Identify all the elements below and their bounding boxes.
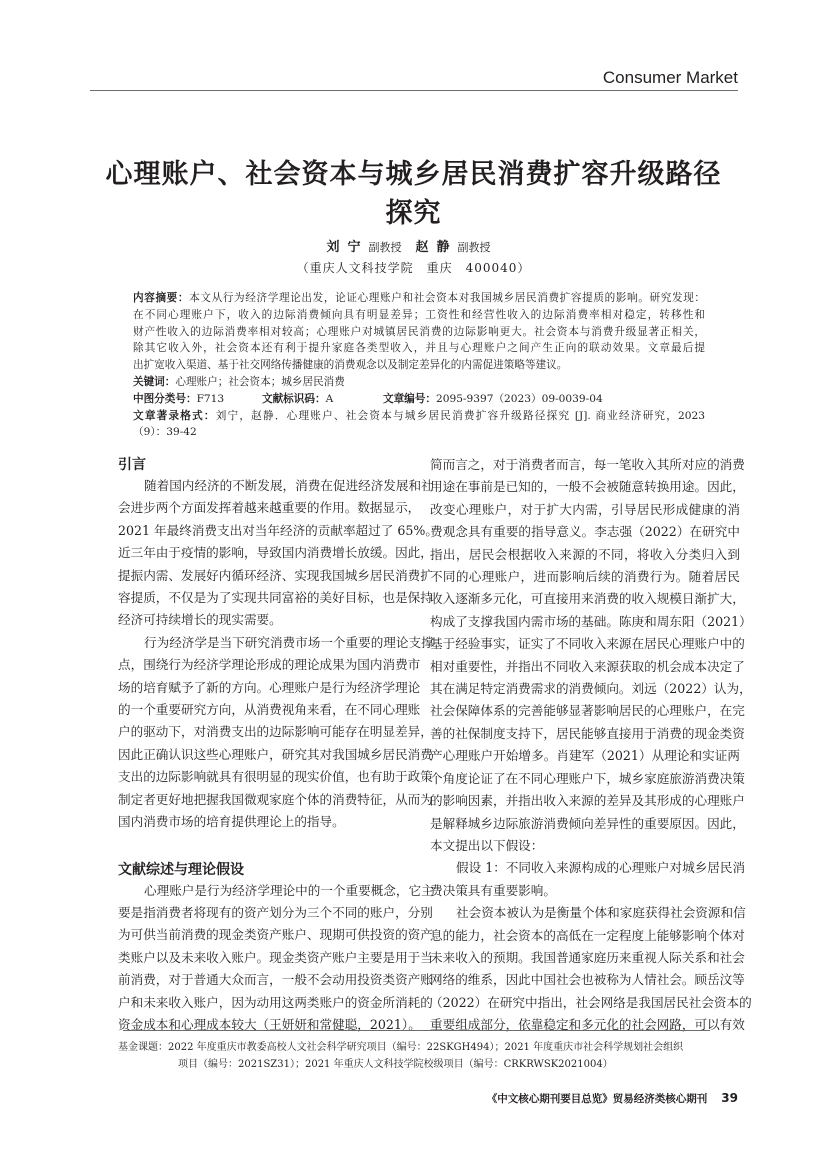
paragraph-line: 制定者更好地把握我国微观家庭个体的消费特征，从而为 bbox=[118, 791, 433, 807]
footnote-line bbox=[118, 1039, 738, 1056]
citation-line bbox=[133, 408, 705, 425]
author-title: 副教授 bbox=[457, 241, 491, 254]
journal-note: 《中文核心期刊要目总览》贸易经济类核心期刊 bbox=[486, 1093, 708, 1105]
abstract-line: 出扩宽收入渠道、基于社交网络传播健康的消费观念以及制定差异化的内需促进策略等建议。 bbox=[133, 359, 568, 372]
paragraph-line: 其在满足特定消费需求的消费倾向。刘远（2022）认为， bbox=[430, 681, 752, 697]
paragraph-line: 基于经验事实，证实了不同收入来源在居民心理账户中的 bbox=[430, 636, 745, 652]
paragraph-line: 不同的心理账户，进而影响后续的消费行为。随着居民 bbox=[430, 569, 740, 585]
citation-text: 刘宁，赵静．心理账户、社会资本与城乡居民消费扩容升级路径探究 [J]. 商业经济研究，2023 bbox=[215, 409, 706, 422]
paragraph-line: 网络的维系，因此中国社会也被称为人情社会。顾岳汶等 bbox=[430, 972, 745, 988]
paragraph-line: 重要组成部分，依靠稳定和多元化的社会网路，可以有效 bbox=[430, 1017, 745, 1033]
paragraph-line: 社会资本被认为是衡量个体和家庭获得社会资源和信 bbox=[456, 905, 746, 921]
paragraph-line: 相对重要性，并指出不同收入来源获取的机会成本决定了 bbox=[430, 658, 745, 674]
paragraph-line: 心理账户是行为经济学理论中的一个重要概念，它主 bbox=[144, 882, 434, 898]
abstract-label: 内容摘要： bbox=[133, 292, 190, 304]
paragraph-line: 容提质，不仅是为了实现共同富裕的美好目标，也是保持 bbox=[118, 590, 433, 606]
abstract-text: 本文从行为经济学理论出发，论证心理账户和社会资本对我国城乡居民消费扩容提质的影响。研究发现： bbox=[189, 292, 705, 304]
paragraph-line: 提振内需、发展好内循环经济、实现我国城乡居民消费扩 bbox=[118, 567, 433, 583]
section-heading: 引言 bbox=[118, 457, 146, 473]
paragraph-line: 本文提出以下假设： bbox=[430, 837, 544, 853]
section-heading: 文献综述与理论假设 bbox=[118, 861, 244, 878]
paragraph-line: 是解释城乡边际旅游消费倾向差异性的重要原因。因此， bbox=[430, 815, 745, 831]
paragraph-line: 个角度论证了在不同心理账户下，城乡家庭旅游消费决策 bbox=[430, 770, 745, 786]
paragraph-line: 指出，居民会根据收入来源的不同，将收入分类归入到 bbox=[430, 546, 740, 562]
paragraph-line: 经济可持续增长的现实需要。 bbox=[118, 612, 282, 628]
citation-line: （9）：39-42 bbox=[133, 426, 197, 439]
paragraph-line: 息的能力，社会资本的高低在一定程度上能够影响个体对 bbox=[430, 927, 745, 943]
paragraph-line: 未来收入的预期。我国普通家庭历来重视人际关系和社会 bbox=[430, 949, 745, 965]
paragraph-line: 类账户以及未来收入账户。现金类资产账户主要是用于当 bbox=[118, 949, 433, 965]
author-line bbox=[0, 236, 827, 255]
citation-label: 文章著录格式： bbox=[133, 409, 216, 422]
paragraph-line: 近三年由于疫情的影响，导致国内消费增长放缓。因此， bbox=[118, 545, 433, 561]
abstract-block bbox=[133, 290, 705, 441]
paragraph-line: 的影响因素，并指出收入来源的差异及其形成的心理账户 bbox=[430, 793, 745, 809]
article-title: 心理账户、社会资本与城乡居民消费扩容升级路径探究 bbox=[105, 159, 722, 229]
paragraph-line: 户和未来收入账户，因为动用这两类账户的资金所消耗的 bbox=[118, 994, 433, 1010]
classification-line bbox=[133, 391, 705, 408]
article-no-label: 文章编号： bbox=[383, 392, 436, 405]
author-name: 赵静 bbox=[415, 240, 458, 255]
body-column-right bbox=[430, 454, 752, 1037]
paragraph-line: 2021 年最终消费支出对当年经济的贡献率超过了 65%。 bbox=[118, 522, 438, 538]
doc-code-label: 文献标识码： bbox=[262, 392, 326, 405]
paragraph-line: 点，围绕行为经济学理论形成的理论成果为国内消费市 bbox=[118, 657, 421, 673]
keywords-line bbox=[133, 374, 705, 391]
clc-label: 中图分类号： bbox=[133, 392, 197, 405]
paragraph-line: 改变心理账户，对于扩大内需，引导居民形成健康的消 bbox=[430, 501, 740, 517]
paragraph-line: 善的社保制度支持下，居民能够直接用于消费的现金类资 bbox=[430, 725, 745, 741]
paragraph-line: 户的驱动下，对消费支出的边际影响可能存在明显差异， bbox=[118, 724, 433, 740]
funding-footnote bbox=[118, 1039, 738, 1073]
clc-value: F713 bbox=[196, 392, 225, 405]
paragraph-line: 资金成本和心理成本较大（王妍妍和常健聪，2021）。 bbox=[118, 1016, 421, 1032]
footnote-line: 项目（编号：2021SZ31）；2021 年重庆人文科技学院校级项目（编号：CRKRWSK2021004） bbox=[178, 1059, 613, 1070]
keywords-value: 心理账户；社会资本；城乡居民消费 bbox=[175, 375, 345, 388]
body-column-left bbox=[118, 455, 438, 1036]
footnote-label: 基金课题： bbox=[118, 1042, 168, 1053]
paragraph-line: 收入逐渐多元化，可直接用来消费的收入规模日渐扩大， bbox=[430, 591, 745, 607]
footnote-text: 2022 年度重庆市教委高校人文社会科学研究项目（编号：22SKGH494）；2021 年度重庆市社会科学规划社会组织 bbox=[168, 1042, 684, 1053]
paragraph-line: 的一个重要研究方向，从消费视角来看，在不同心理账 bbox=[118, 702, 421, 718]
footnote-divider bbox=[123, 1030, 710, 1031]
abstract-line: 除其它收入外，社会资本还有利于提升家庭各类型收入，并且与心理账户之间产生正向的联动效果。文章最后提 bbox=[133, 342, 705, 355]
section-name: Consumer Market bbox=[602, 68, 738, 87]
page-footer bbox=[487, 1091, 738, 1106]
paragraph-line: 社会保障体系的完善能够显著影响居民的心理账户，在完 bbox=[430, 703, 745, 719]
author-title: 副教授 bbox=[368, 241, 402, 254]
paragraph-line: 随着国内经济的不断发展，消费在促进经济发展和社 bbox=[144, 478, 434, 493]
paragraph-line: 行为经济学是当下研究消费市场一个重要的理论支撑 bbox=[144, 634, 434, 650]
paragraph-line: 费决策具有重要影响。 bbox=[430, 882, 556, 898]
article-no-value: 2095-9397（2023）09-0039-04 bbox=[435, 392, 603, 405]
paragraph-line: 场的培育赋予了新的方向。心理账户是行为经济学理论 bbox=[118, 679, 421, 695]
paragraph-line: 费观念具有重要的指导意义。李志强（2022）在研究中 bbox=[430, 524, 740, 540]
paragraph-line: 为可供当前消费的现金类资产账户、现期可供投资的资产 bbox=[118, 927, 433, 943]
paragraph-line: 简而言之，对于消费者而言，每一笔收入其所对应的消费 bbox=[430, 457, 745, 472]
paragraph-line: 支出的边际影响就具有很明显的现实价值，也有助于政策 bbox=[118, 769, 433, 785]
paragraph-line: 用途在事前是已知的，一般不会被随意转换用途。因此， bbox=[430, 479, 745, 495]
paragraph-line: 产心理账户开始增多。肖建军（2021）从理论和实证两 bbox=[430, 748, 740, 764]
running-header bbox=[90, 66, 738, 91]
author-affiliation: （重庆人文科技学院 重庆 400040） bbox=[296, 261, 531, 275]
doc-code-value: A bbox=[325, 392, 334, 405]
page-number: 39 bbox=[721, 1091, 738, 1105]
abstract-line: 财产性收入的边际消费率相对较高；心理账户对城镇居民消费的边际影响更大。社会资本与消费升级显著正相关， bbox=[133, 325, 705, 338]
paragraph-line: （2022）在研究中指出，社会网络是我国居民社会资本的 bbox=[430, 994, 752, 1010]
keywords-label: 关键词： bbox=[133, 375, 176, 388]
paragraph-line: 构成了支撑我国内需市场的基础。陈庚和周东阳（2021） bbox=[430, 613, 752, 629]
author-name: 刘宁 bbox=[326, 240, 369, 255]
paragraph-line: 因此正确认识这些心理账户，研究其对我国城乡居民消费 bbox=[118, 746, 433, 762]
abstract-line: 在不同心理账户下，收入的边际消费倾向具有明显差异；工资性和经营性收入的边际消费率相对稳定，转移性和 bbox=[133, 308, 705, 321]
paragraph-line: 假设 1：不同收入来源构成的心理账户对城乡居民消 bbox=[456, 860, 746, 876]
paragraph-line: 国内消费市场的培育提供理论上的指导。 bbox=[118, 814, 345, 830]
abstract-line bbox=[133, 290, 705, 307]
paragraph-line: 前消费，对于普通大众而言，一般不会动用投资类资产账 bbox=[118, 972, 433, 988]
paragraph-line: 要是指消费者将现有的资产划分为三个不同的账户，分别 bbox=[118, 904, 433, 920]
paragraph-line: 会进步两个方面发挥着越来越重要的作用。数据显示， bbox=[118, 500, 421, 516]
